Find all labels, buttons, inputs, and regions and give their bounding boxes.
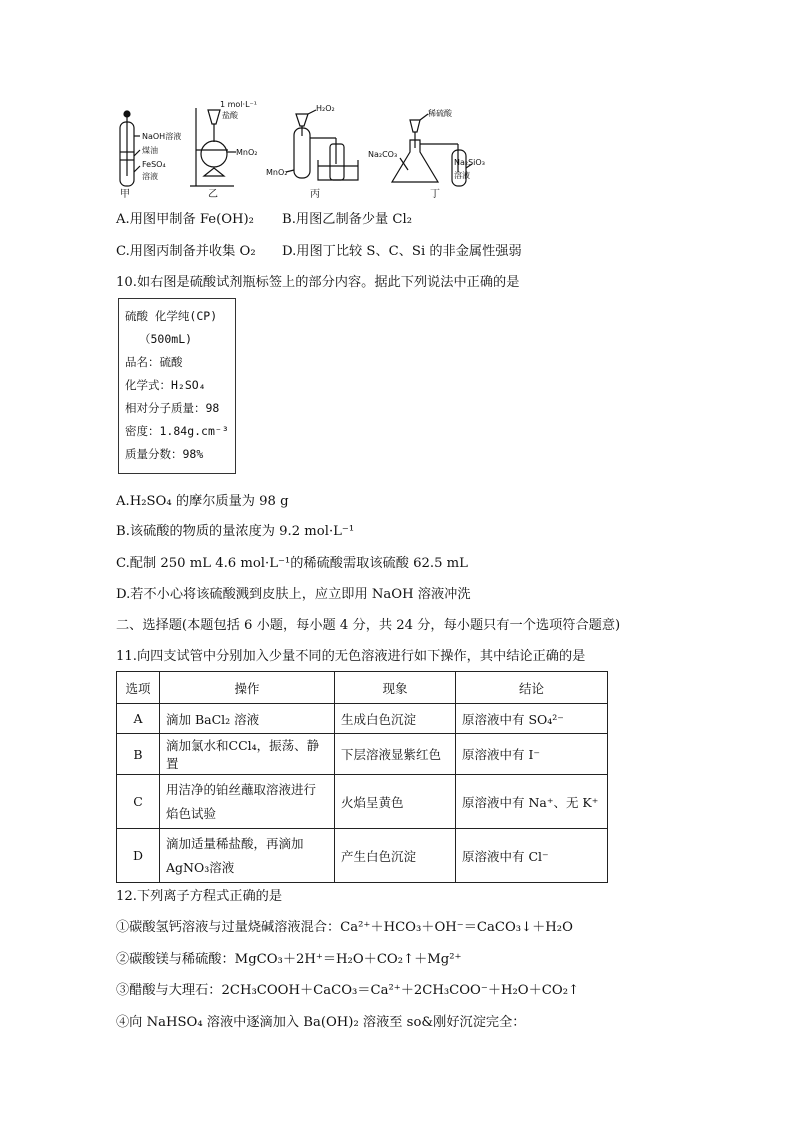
table-cell: 下层溶液显紫红色 — [335, 734, 456, 775]
jia-name: 甲 — [120, 189, 130, 200]
yi-label-2: 盐酸 — [222, 111, 238, 120]
jia-label-3: FeSO₄ — [142, 160, 166, 169]
table-row — [117, 775, 608, 829]
reagent-label — [118, 298, 236, 474]
table-header-cell: 现象 — [335, 672, 456, 704]
reagent-label-line: （500mL) — [139, 332, 193, 346]
table-cell: 滴加适量稀盐酸，再滴加AgNO₃溶液 — [160, 829, 335, 883]
bing-label-2: MnO₂ — [266, 168, 288, 177]
q10-option-c: C.配制 250 mL 4.6 mol·L⁻¹的稀硫酸需取该硫酸 62.5 mL — [116, 556, 468, 571]
apparatus-figure — [110, 100, 500, 198]
ding-name: 丁 — [430, 189, 440, 200]
table-cell: A — [117, 704, 160, 734]
q11-stem: 11.向四支试管中分别加入少量不同的无色溶液进行如下操作，其中结论正确的是 — [116, 649, 586, 664]
q12-stem: 12.下列离子方程式正确的是 — [116, 889, 283, 904]
table-cell: 原溶液中有 Na⁺、无 K⁺ — [456, 775, 608, 829]
q10-stem: 10.如右图是硫酸试剂瓶标签上的部分内容。据此下列说法中正确的是 — [116, 275, 520, 290]
reagent-label-line: 相对分子质量：98 — [125, 401, 220, 415]
table-cell: 原溶液中有 I⁻ — [456, 734, 608, 775]
table-cell: 生成白色沉淀 — [335, 704, 456, 734]
yi-label-3: MnO₂ — [236, 148, 258, 157]
jia-label-4: 溶液 — [142, 172, 158, 181]
table-cell: 滴加 BaCl₂ 溶液 — [160, 704, 335, 734]
ding-label-2: Na₂CO₃ — [368, 150, 398, 159]
table-cell: 产生白色沉淀 — [335, 829, 456, 883]
table-header-cell: 选项 — [117, 672, 160, 704]
table-row — [117, 829, 608, 883]
q10-option-d: D.若不小心将该硫酸溅到皮肤上，应立即用 NaOH 溶液冲洗 — [116, 587, 471, 602]
reagent-label-line: 密度：1.84g.cm⁻³ — [125, 424, 229, 438]
q12-item-3: ③醋酸与大理石：2CH₃COOH＋CaCO₃＝Ca²⁺＋2CH₃COO⁻＋H₂O＋CO₂↑ — [116, 983, 580, 998]
table-cell: 用洁净的铂丝蘸取溶液进行焰色试验 — [160, 775, 335, 829]
q9-option-a: A.用图甲制备 Fe(OH)₂ — [116, 212, 254, 227]
table-cell: B — [117, 734, 160, 775]
ding-label-1: 稀硫酸 — [428, 109, 452, 118]
ding-label-4: 溶液 — [454, 171, 470, 180]
jia-label-2: 煤油 — [142, 146, 158, 155]
q12-item-4: ④向 NaHSO₄ 溶液中逐滴加入 Ba(OH)₂ 溶液至 so&刚好沉淀完全： — [116, 1015, 526, 1030]
table-cell: 滴加氯水和CCl₄，振荡、静置 — [160, 734, 335, 775]
table-cell: D — [117, 829, 160, 883]
apparatus-bing — [286, 110, 358, 180]
bing-name: 丙 — [310, 189, 320, 200]
q12-item-1: ①碳酸氢钙溶液与过量烧碱溶液混合：Ca²⁺＋HCO₃＋OH⁻＝CaCO₃↓＋H₂O — [116, 920, 573, 935]
table-cell: C — [117, 775, 160, 829]
yi-label-1: 1 mol·L⁻¹ — [220, 100, 257, 109]
apparatus-jia — [120, 111, 140, 186]
table-header-cell: 操作 — [160, 672, 335, 704]
q9-option-b: B.用图乙制备少量 Cl₂ — [282, 212, 412, 227]
yi-name: 乙 — [208, 189, 218, 200]
q9-option-c: C.用图丙制备并收集 O₂ — [116, 244, 256, 259]
ding-label-3: Na₂SiO₃ — [454, 158, 485, 167]
bing-label-1: H₂O₂ — [316, 104, 335, 113]
table-header-row — [117, 672, 608, 704]
reagent-label-line: 质量分数：98% — [125, 447, 204, 461]
table-cell: 原溶液中有 Cl⁻ — [456, 829, 608, 883]
reagent-label-line: 硫酸 化学纯(CP) — [125, 309, 218, 323]
section-heading: 二、选择题(本题包括 6 小题，每小题 4 分，共 24 分，每小题只有一个选项符合题意) — [116, 618, 621, 633]
table-cell: 原溶液中有 SO₄²⁻ — [456, 704, 608, 734]
q11-table — [116, 671, 608, 883]
table-header-cell: 结论 — [456, 672, 608, 704]
table-row — [117, 734, 608, 775]
table-cell: 火焰呈黄色 — [335, 775, 456, 829]
reagent-label-line: 化学式：H₂SO₄ — [125, 378, 206, 392]
jia-label-1: NaOH溶液 — [142, 132, 182, 141]
q10-option-b: B.该硫酸的物质的量浓度为 9.2 mol·L⁻¹ — [116, 524, 355, 539]
q10-option-a: A.H₂SO₄ 的摩尔质量为 98 g — [116, 494, 289, 509]
table-row — [117, 704, 608, 734]
q9-option-d: D.用图丁比较 S、C、Si 的非金属性强弱 — [282, 244, 522, 259]
q12-item-2: ②碳酸镁与稀硫酸：MgCO₃＋2H⁺＝H₂O＋CO₂↑＋Mg²⁺ — [116, 952, 462, 967]
reagent-label-line: 品名：硫酸 — [125, 355, 183, 369]
